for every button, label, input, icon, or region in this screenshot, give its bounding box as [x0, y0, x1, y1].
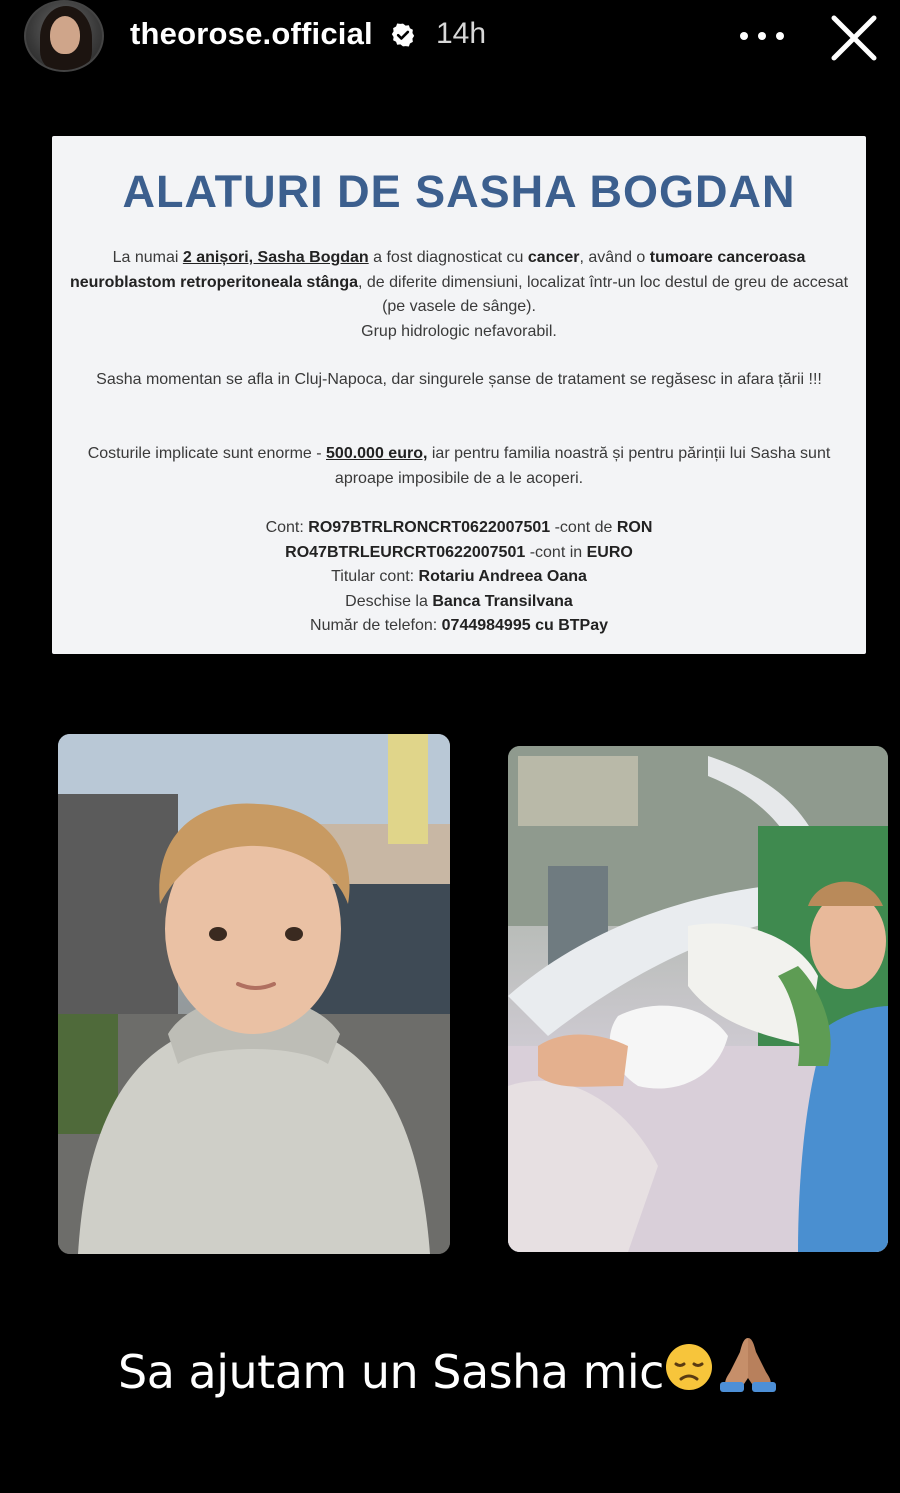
story-caption [0, 1334, 900, 1399]
hospital-photo [508, 746, 888, 1252]
close-icon[interactable] [822, 6, 886, 70]
poster-title: ALATURI DE SASHA BOGDAN [122, 166, 796, 217]
child-portrait-photo [58, 734, 450, 1254]
caption-text: Sa ajutam un Sasha mic [118, 1345, 664, 1399]
verified-badge-icon [390, 22, 416, 48]
poster-paragraph-costs: Costurile implicate sunt enorme - 500.000 euro, iar pentru familia noastră și pentru părinții lui Sasha sunt aproape imposibile de a le acoperi. [87, 445, 831, 487]
post-timestamp: 14h [436, 17, 487, 50]
profile-avatar[interactable] [24, 0, 104, 72]
avatar-face [50, 16, 80, 54]
more-options-icon[interactable] [740, 18, 784, 54]
poster-account-details: Cont: RO97BTRLRONCRT0622007501 -cont de RON RO47BTRLEURCRT0622007501 -cont in EURO Titular cont: Rotariu Andreea Oana Deschise la Banca Transilvana Număr de telefon: 0744984995 cu BTPay [265, 519, 653, 634]
folded-hands-icon [714, 1334, 782, 1392]
username[interactable]: theorose.official [130, 16, 373, 51]
poster-paragraph-diagnosis: La numai 2 anișori, Sasha Bogdan a fost diagnosticat cu cancer, având o tumoare canceroasa neuroblastom retroperitoneala stânga, de diferite dimensiuni, localizat într-un loc destul de greu de accesat (pe vasele de sânge). Grup hidrologic nefavorabil. [69, 249, 849, 340]
disappointed-face-icon [664, 1342, 714, 1392]
poster-paragraph-location: Sasha momentan se afla in Cluj-Napoca, dar singurele șanse de tratament se regăsesc in afara țării !!! [96, 371, 822, 388]
fundraiser-poster [52, 136, 866, 654]
